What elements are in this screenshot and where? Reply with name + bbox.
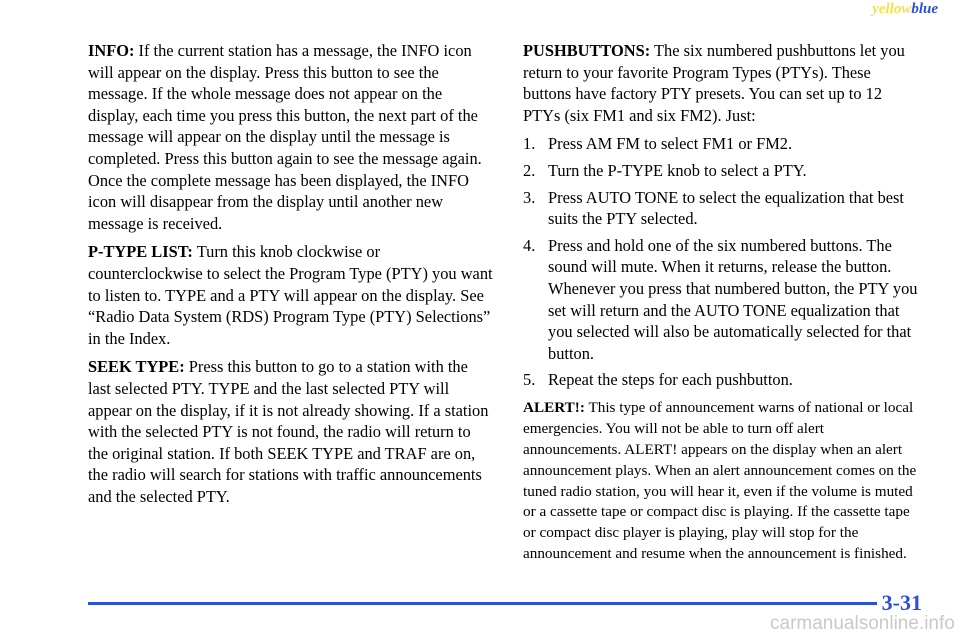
right-column: [523, 40, 923, 565]
step-number: 2.: [523, 160, 536, 180]
seek-paragraph: [88, 356, 494, 507]
footer-rule: [88, 602, 877, 605]
steps-list: [523, 133, 923, 391]
page-number: 3-31: [881, 590, 922, 615]
step-number: 1.: [523, 134, 536, 154]
info-term: INFO:: [88, 41, 135, 60]
step-text: Press AM FM to select FM1 or FM2.: [548, 134, 793, 154]
list-item: [523, 160, 923, 182]
ptype-paragraph: [88, 241, 494, 349]
step-text: Press AUTO TONE to select the equalization that best suits the PTY selected.: [548, 187, 904, 229]
info-text: If the current station has a message, the INFO icon will appear on the display. Press this button to see the message. If the whole message does not appear on the display, each time you press this button, the next part of the message will appear on the display until the message is completed. Press this button again to see the message again. Once the complete message has been displayed, the INFO icon will disappear from the display until another new message is received.: [88, 41, 482, 233]
list-item: [523, 235, 923, 365]
list-item: [523, 133, 923, 155]
ptype-text: Turn this knob clockwise or counterclockwise to select the Program Type (PTY) you want to listen to. TYPE and a PTY will appear on the display. See “Radio Data System (RDS) Program Type (PTY) Selections” in the Index.: [88, 242, 493, 348]
ptype-term: P-TYPE LIST:: [88, 242, 193, 262]
list-item: [523, 369, 923, 391]
alert-paragraph: [523, 398, 923, 565]
alert-term: ALERT!:: [523, 398, 585, 416]
pushbuttons-paragraph: [523, 40, 923, 126]
step-text: Repeat the steps for each pushbutton.: [548, 370, 793, 390]
seek-text: Press this button to go to a station with the last selected PTY. TYPE and the last selected PTY will appear on the display, if it is not already showing. If a station with the selected PTY is not found, the radio will return to the original station. If both SEEK TYPE and TRAF are on, the radio will search for stations with traffic announcements and the selected PTY.: [88, 357, 489, 506]
step-text: Press and hold one of the six numbered buttons. The sound will mute. When it returns, release the button. Whenever you press that numbered button, the PTY you set will return and the AUTO TONE equalization that you selected will also be automatically selected for that button.: [548, 235, 918, 363]
pushbuttons-text: The six numbered pushbuttons let you return to your favorite Program Types (PTYs). These buttons have factory PTY presets. You can set up to 12 PTYs (six FM1 and six FM2). Just:: [523, 41, 905, 125]
pushbuttons-term: PUSHBUTTONS:: [523, 41, 651, 60]
step-number: 5.: [523, 370, 536, 390]
header-color-mark: [872, 0, 938, 18]
list-item: [523, 187, 923, 230]
alert-text: This type of announcement warns of national or local emergencies. You will not be able to turn off alert announcements. ALERT! appears on the display when an alert announcement plays. When an alert announcement comes on the tuned radio station, you will hear it, even if the volume is muted or a cassette tape or compact disc is playing. If the cassette tape or compact disc player is playing, play will stop for the announcement and resume when the announcement is finished.: [523, 398, 917, 563]
step-number: 3.: [523, 187, 536, 207]
header-blue-label: blue: [911, 1, 938, 17]
step-number: 4.: [523, 235, 536, 255]
step-text: Turn the P-TYPE knob to select a PTY.: [548, 160, 807, 180]
seek-term: SEEK TYPE:: [88, 357, 185, 377]
header-yellow-label: yellow: [872, 1, 912, 17]
info-paragraph: [88, 40, 494, 234]
watermark: carmanualsonline.info: [770, 613, 955, 634]
left-column: [88, 40, 494, 514]
